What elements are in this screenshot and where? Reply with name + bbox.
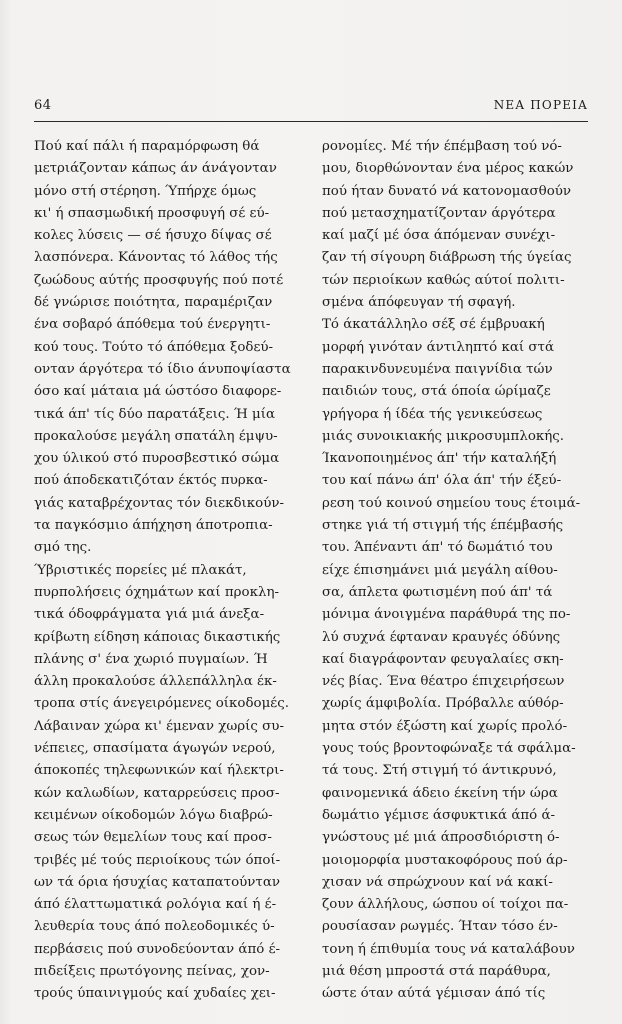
text-line: τών περιοίκων καθώς αύτοί πολιτι- bbox=[322, 272, 565, 288]
text-line: νές βίας. Ένα θέατρο έπιχειρήσεων bbox=[322, 674, 565, 690]
text-line: κι' ή σπασμωδική προσφυγή σέ εύ- bbox=[34, 205, 270, 221]
text-line: τικά άπ' τίς δύο παρατάξεις. Ή μία bbox=[34, 406, 275, 422]
text-line: Λάβαιναν χώρα κι' έμεναν χωρίς συ- bbox=[34, 718, 284, 734]
text-line: ρονομίες. Μέ τήν έπέμβαση τού νό- bbox=[322, 139, 562, 154]
text-line: κών καλωδίων, καταρρεύσεις προσ- bbox=[34, 785, 280, 801]
text-line: όσο καί μάταια μά ώστόσο διαφορε- bbox=[34, 384, 282, 400]
text-line: πού ήταν δυνατό νά κατονομασθούν bbox=[322, 183, 572, 199]
right-column bbox=[322, 136, 588, 1006]
text-line: περβάσεις πού συνοδεύονταν άπό έ- bbox=[34, 941, 281, 957]
text-line: μόνιμα άνοιγμένα παράθυρά της πο- bbox=[322, 607, 571, 623]
text-line: γρήγορα ή ίδέα τής γενικεύσεως bbox=[322, 406, 543, 422]
text-line: είχε έπισημάνει μιά μεγάλη αίθου- bbox=[322, 562, 558, 578]
text-line: Τό άκατάλληλο σέξ σέ έμβρυακή bbox=[322, 317, 545, 333]
text-line: Πού καί πάλι ή παραμόρφωση θά bbox=[34, 139, 260, 154]
text-line: ζουν άλλήλους, ώσπου οί τοίχοι πα- bbox=[322, 897, 569, 913]
left-column bbox=[34, 136, 300, 1006]
text-line: καί μαζί μέ όσα άπόμεναν συνέχι- bbox=[322, 228, 556, 244]
text-line: καί διαγράφονταν φευγαλαίες σκη- bbox=[322, 651, 564, 667]
text-line: ζωώδους αύτής προσφυγής πού ποτέ bbox=[34, 272, 284, 288]
text-line: τικά όδοφράγματα γιά μιά άνεξα- bbox=[34, 607, 265, 623]
text-line: νέπειες, σπασίματα άγωγών νερού, bbox=[34, 741, 276, 757]
text-line: ώστε όταν αύτά γέμισαν άπό τίς bbox=[322, 986, 546, 1002]
text-line: του καί πάνω άπ' όλα άπ' τήν έξεύ- bbox=[322, 473, 562, 489]
text-line: προκαλούσε μεγάλη σπατάλη έμψυ- bbox=[34, 428, 278, 444]
text-line: Ίκανοποιημένος άπ' τήν καταλήξή bbox=[322, 451, 557, 467]
text-line: τρούς ύπαινιγμούς καί χυδαίες χει- bbox=[34, 986, 276, 1002]
text-line: παιδιών τους, στά όποία ώρίμαζε bbox=[322, 384, 551, 400]
text-line: παρακινδυνευμένα παιγνίδια τών bbox=[322, 361, 553, 377]
text-line: Ύβριστικές πορείες μέ πλακάτ, bbox=[34, 562, 247, 578]
text-line: ονταν άργότερα τό ίδιο άνυποψίαστα bbox=[34, 361, 291, 377]
text-line: τα παγκόσμιο άπήχηση άποτροπια- bbox=[34, 518, 273, 534]
text-line: σα, άπλετα φωτισμένη πού άπ' τά bbox=[322, 584, 553, 600]
text-line: πιδείξεις πρωτόγονης πείνας, χον- bbox=[34, 963, 270, 979]
text-line: πυρπολήσεις όχημάτων καί προκλη- bbox=[34, 584, 279, 600]
text-line: σμένα άπόφευγαν τή σφαγή. bbox=[322, 295, 516, 311]
text-line: χισαν νά σπρώχνουν καί νά κακί- bbox=[322, 874, 553, 890]
text-line: άπό έλαττωματικά ρολόγια καί ή έ- bbox=[34, 897, 277, 913]
text-line: γνώστους μέ μιά άπροσδιόριστη ό- bbox=[322, 830, 560, 846]
text-line: γους τούς βροντοφώναξε τά σφάλμα- bbox=[322, 741, 576, 757]
text-line: πού άποδεκατιζόταν έκτός πυρκα- bbox=[34, 473, 268, 489]
text-line: χου ύλικού στό πυροσβεστικό σώμα bbox=[34, 451, 280, 467]
text-line: ζαν τή σίγουρη διάβρωση τής ύγείας bbox=[322, 250, 572, 266]
text-line: μορφή γινόταν άντιληπτό καί στά bbox=[322, 339, 554, 355]
text-line: ένα σοβαρό άπόθεμα τού ένεργητι- bbox=[34, 317, 271, 333]
text-line: ων τά όρια ήσυχίας καταπατούνταν bbox=[34, 874, 281, 890]
page-header bbox=[34, 98, 588, 120]
page-number: 64 bbox=[34, 98, 52, 113]
text-line: σμό της. bbox=[34, 540, 92, 556]
text-line: άλλη προκαλούσε άλλεπάλληλα έκ- bbox=[34, 674, 277, 690]
text-line: του. Άπέναντι άπ' τό δωμάτιό του bbox=[322, 540, 553, 556]
text-line: κού τους. Τούτο τό άπόθεμα ξοδεύ- bbox=[34, 339, 274, 355]
text-line: δωμάτιο γέμισε άσφυκτικά άπό ά- bbox=[322, 807, 556, 823]
text-line: πλάνης σ' ένα χωριό πυγμαίων. Ή bbox=[34, 651, 268, 667]
running-title: ΝΕΑ ΠΟΡΕΙΑ bbox=[493, 98, 588, 112]
text-line: τροπα στίς άνεγειρόμενες οίκοδομές. bbox=[34, 696, 289, 712]
text-line: δέ γνώρισε ποιότητα, παραμέριζαν bbox=[34, 295, 273, 311]
text-line: ρεση τού κοινού σημείου τους έτοιμά- bbox=[322, 495, 581, 511]
text-line: μου, διορθώνονταν ένα μέρος κακών bbox=[322, 161, 574, 177]
text-line: στηκε γιά τή στιγμή τής έπέμβασής bbox=[322, 518, 564, 534]
text-line: χωρίς άμφιβολία. Πρόβαλλε αύθόρ- bbox=[322, 696, 564, 712]
text-line: τονη ή έπιθυμία τους νά καταλάβουν bbox=[322, 941, 575, 957]
text-line: κρίβωτη είδηση κάποιας δικαστικής bbox=[34, 629, 281, 645]
text-line: μιάς συνοικιακής μικροσυμπλοκής. bbox=[322, 428, 565, 444]
text-line: γιάς καταβρέχοντας τόν διεκδικούν- bbox=[34, 495, 285, 511]
text-line: σεως τών θεμελίων τους καί προσ- bbox=[34, 830, 272, 846]
text-line: λύ συχνά έφταναν κραυγές όδύνης bbox=[322, 629, 561, 645]
text-line: μητα στόν έξώστη καί χωρίς προλό- bbox=[322, 718, 568, 734]
text-line: κολες λύσεις — σέ ήσυχο δίψας σέ bbox=[34, 228, 272, 244]
text-line: μοιομορφία μυστακοφόρους πού άρ- bbox=[322, 852, 568, 868]
text-line: άποκοπές τηλεφωνικών καί ήλεκτρι- bbox=[34, 763, 284, 779]
text-line: φαινομενικά άδειο έκείνη τήν ώρα bbox=[322, 785, 558, 801]
text-line: μιά θέση μπροστά στά παράθυρα, bbox=[322, 963, 551, 979]
header-rule bbox=[34, 121, 588, 122]
text-line: μετριάζονταν κάπως άν άνάγονταν bbox=[34, 161, 277, 177]
text-line: τριβές μέ τούς περιοίκους τών όποί- bbox=[34, 852, 281, 868]
text-line: τά τους. Στή στιγμή τό άντικρυνό, bbox=[322, 763, 557, 779]
text-line: μόνο στή στέρηση. Ύπήρχε όμως bbox=[34, 183, 257, 199]
text-line: λευθερία τους άπό πολεοδομικές ύ- bbox=[34, 919, 275, 935]
text-line: ρουσίασαν ρωγμές. Ήταν τόσο έν- bbox=[322, 919, 558, 935]
text-line: λασπόνερα. Κάνοντας τό λάθος τής bbox=[34, 250, 278, 266]
text-line: πού μετασχηματίζονταν άργότερα bbox=[322, 205, 556, 221]
text-line: κειμένων οίκοδομών λόγω διαβρώ- bbox=[34, 807, 273, 823]
